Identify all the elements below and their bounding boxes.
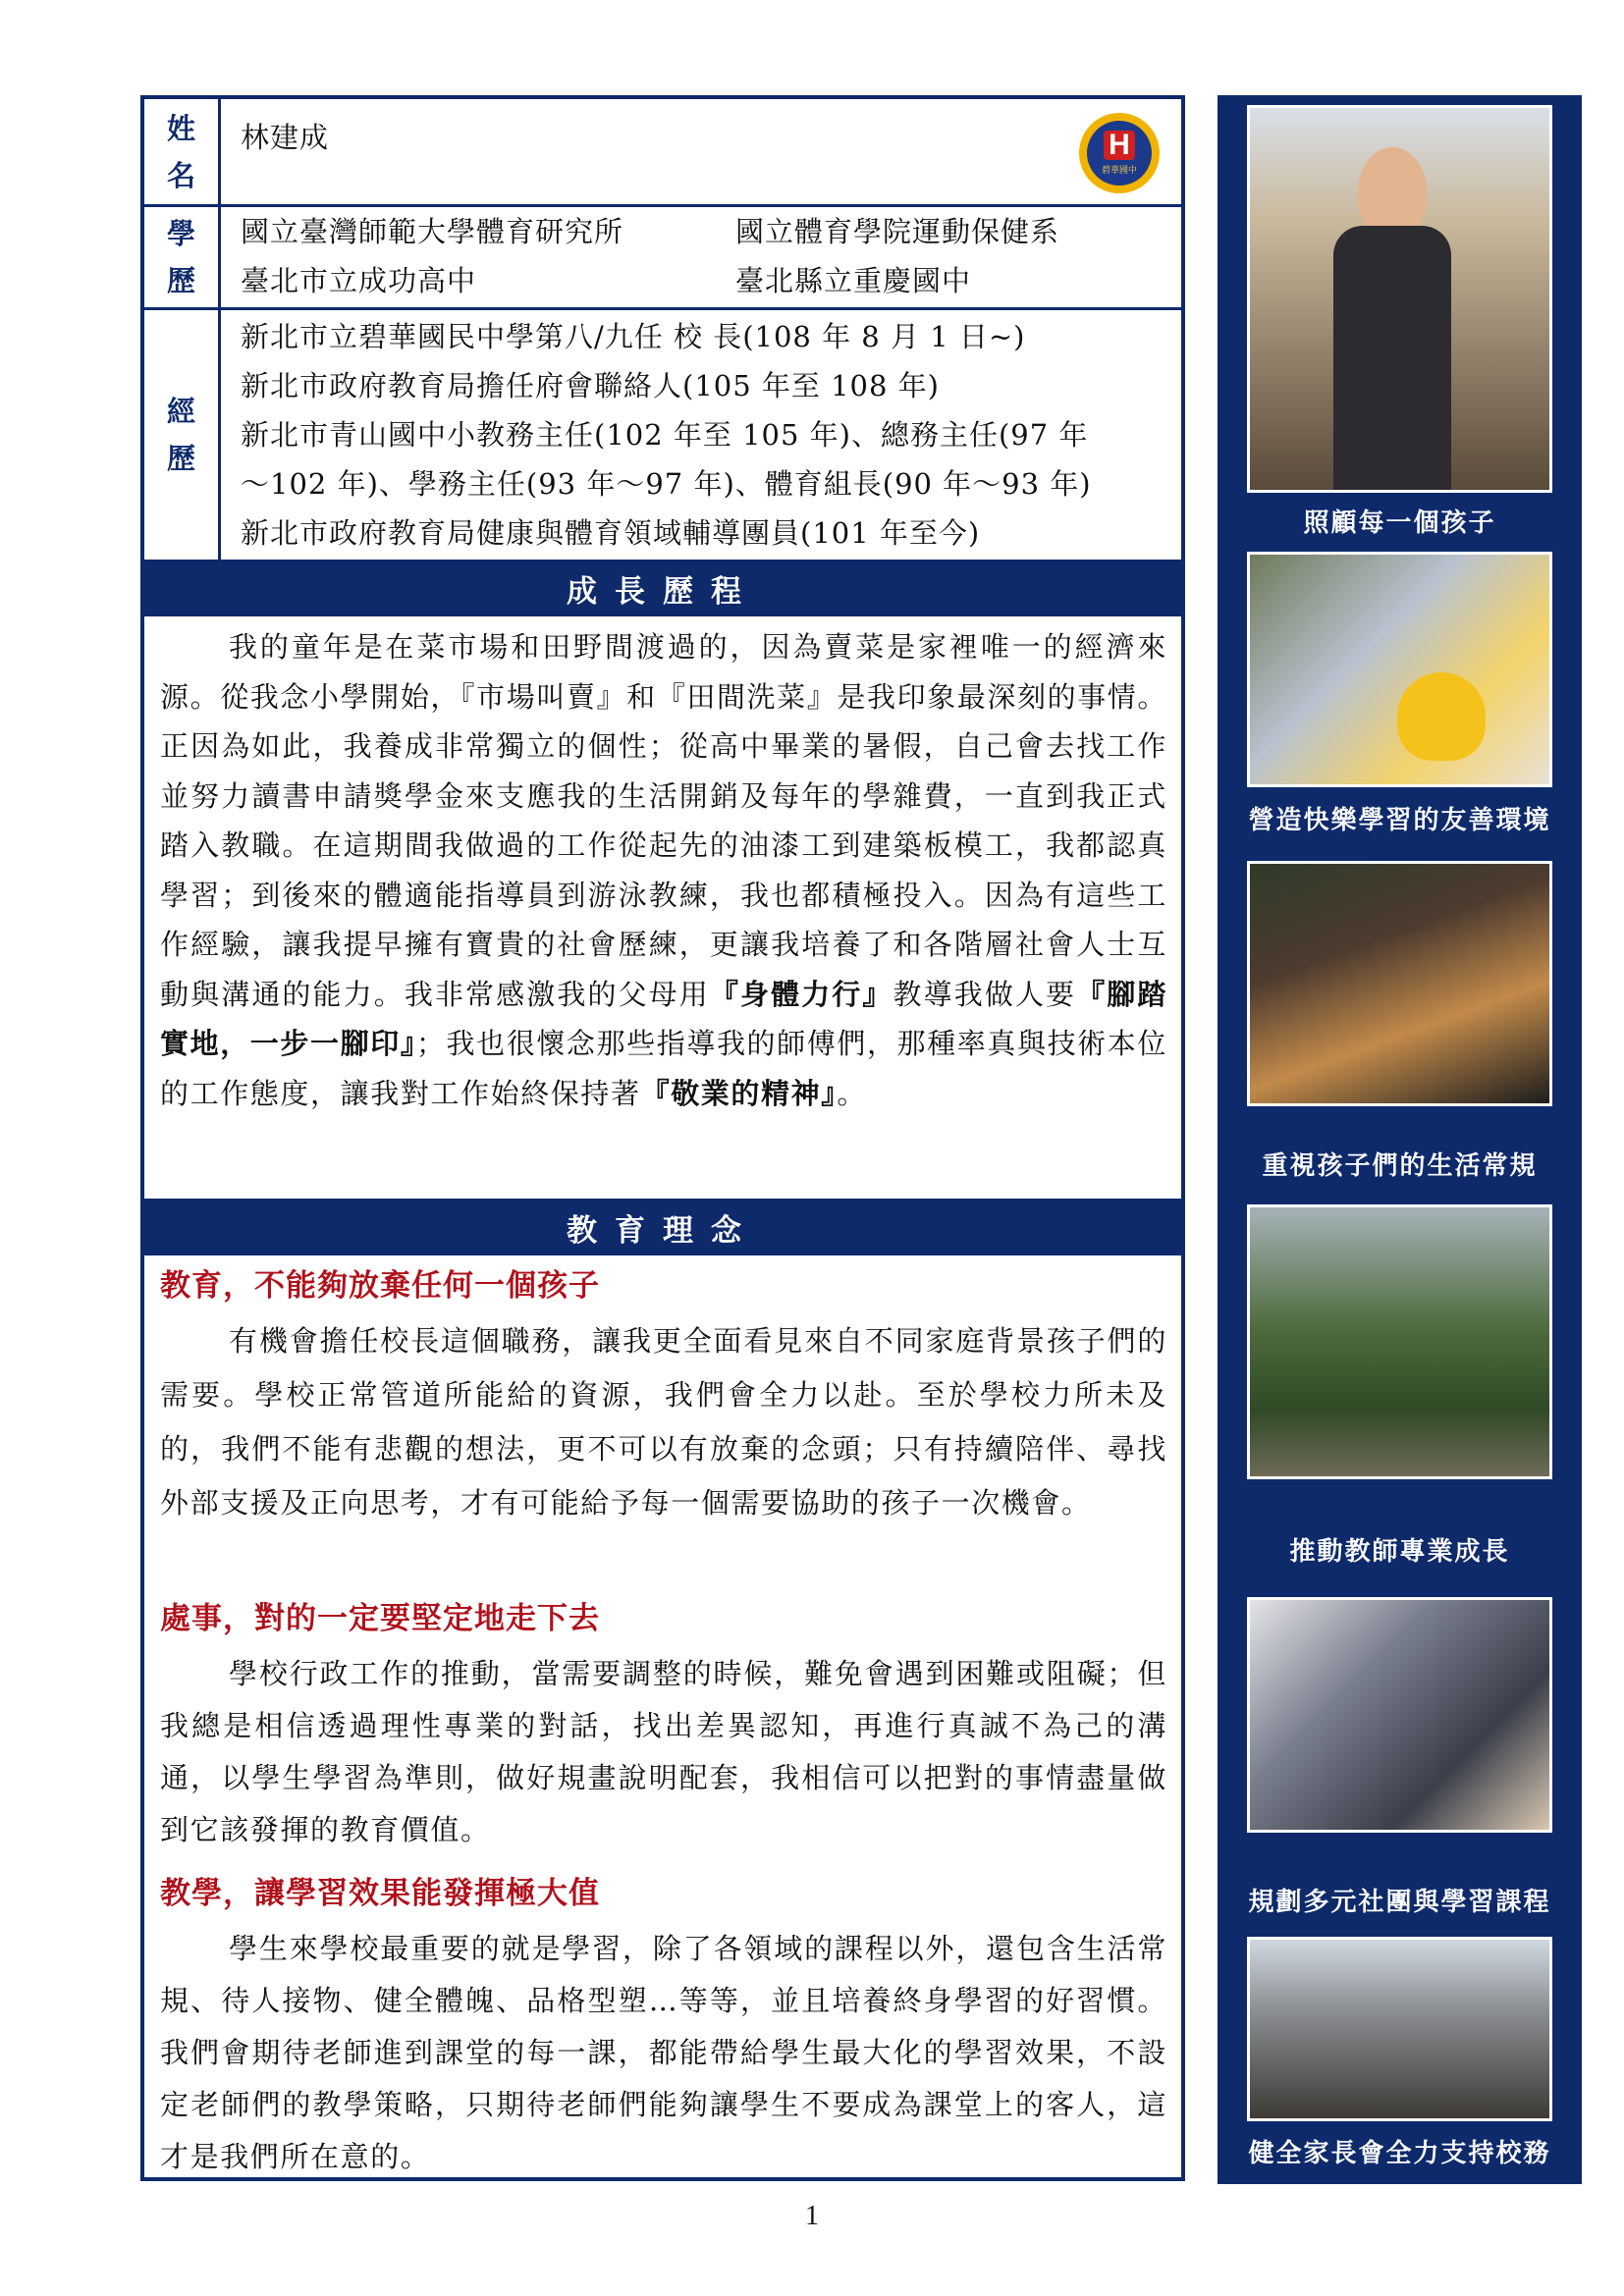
experience-line: 新北市政府教育局健康與體育領域輔導團員(101 年至今) [241, 516, 981, 550]
logo-text: 碧華國中 [1101, 165, 1137, 175]
photo-caption: 重視孩子們的生活常規 [1262, 1151, 1538, 1181]
photo-parents-association [1247, 1937, 1552, 2121]
experience-line: ～102 年)、學務主任(93 年～97 年)、體育組長(90 年～93 年) [241, 467, 1092, 501]
experience-line: 新北市政府教育局擔任府會聯絡人(105 年至 108 年) [241, 369, 940, 402]
photo-clubs-courses [1247, 1597, 1552, 1833]
photo-principal-with-books [1247, 105, 1552, 493]
photo-caption: 照顧每一個孩子 [1303, 508, 1496, 538]
photo-sidebar [1218, 95, 1582, 2184]
philosophy-paragraph: 學生來學校最重要的就是學習，除了各領域的課程以外，還包含生活常規、待人接物、健全體魄、品格型塑…等等，並且培養終身學習的好習慣。我們會期待老師進到課堂的每一課，都能帶給學生最大化的學習效果，不設定老師們的教學策略，只期待老師們能夠讓學生不要成為課堂上的客人，這才是我們所在意的。 [160, 1932, 1167, 2173]
education-row [144, 207, 1181, 310]
name-label: 姓 名 [144, 99, 221, 204]
photo-caption: 規劃多元社團與學習課程 [1248, 1888, 1551, 1917]
name-value-cell [241, 99, 1171, 204]
school-logo: H 碧華國中 [1079, 113, 1160, 193]
philosophy-paragraph: 學校行政工作的推動，當需要調整的時候，難免會遇到困難或阻礙；但我總是相信透過理性專業的對話，找出差異認知，再進行真誠不為己的溝通，以學生學習為準則，做好規畫說明配套，我相信可以把對的事情盡量做到它該發揮的教育價值。 [160, 1657, 1167, 1846]
photo-caption: 營造快樂學習的友善環境 [1248, 806, 1551, 835]
philosophy-section-title: 教育理念 [144, 1199, 1181, 1255]
photo-caption: 健全家長會全力支持校務 [1248, 2139, 1551, 2168]
experience-row [144, 310, 1181, 560]
profile-main-panel [140, 95, 1185, 2181]
page-number: 1 [805, 2201, 819, 2231]
education-label: 學 歷 [144, 207, 221, 307]
photo-student-routines [1247, 861, 1552, 1106]
experience-cell [241, 312, 1171, 560]
education-cell: 國立臺灣師範大學體育研究所 國立體育學院運動保健系 臺北市立成功高中 臺北縣立重慶國中 [241, 215, 1060, 297]
photo-teacher-growth [1247, 1204, 1552, 1479]
philosophy-paragraph: 有機會擔任校長這個職務，讓我更全面看見來自不同家庭背景孩子們的需要。學校正常管道所能給的資源，我們會全力以赴。至於學校力所未及的，我們不能有悲觀的想法，更不可以有放棄的念頭；只有持續陪伴、尋找外部支援及正向思考，才有可能給予每一個需要協助的孩子一次機會。 [160, 1324, 1167, 1520]
experience-line: 新北市青山國中小教務主任(102 年至 105 年)、總務主任(97 年 [241, 418, 1089, 452]
growth-paragraph: 我的童年是在菜市場和田野間渡過的，因為賣菜是家裡唯一的經濟來源。從我念小學開始，『市場叫賣』和『田間洗菜』是我印象最深刻的事情。正因為如此，我養成非常獨立的個性；從高中畢業的暑假，自己會去找工作並努力讀書申請獎學金來支應我的生活開銷及每年的學雜費，一直到我正式踏入教職。在這期間我做過的工作從起先的油漆工到建築板模工，我都認真學習；到後來的體適能指導員到游泳教練，我也都積極投入。因為有這些工作經驗，讓我提早擁有寶貴的社會歷練，更讓我培養了和各階層社會人士互動與溝通的能力。我非常感激我的父母用『身體力行』教導我做人要『腳踏實地，一步一腳印』；我也很懷念那些指導我的師傅們，那種率真與技術本位的工作態度，讓我對工作始終保持著『敬業的精神』。 [160, 630, 1167, 1110]
photo-caption: 推動教師專業成長 [1289, 1537, 1510, 1567]
photo-friendly-learning [1247, 552, 1552, 787]
experience-line: 新北市立碧華國民中學第八/九任 校 長(108 年 8 月 1 日~) [241, 320, 1026, 353]
experience-label: 經 歷 [144, 310, 221, 560]
philosophy-heading: 教育，不能夠放棄任何一個孩子 [160, 1268, 600, 1304]
philosophy-heading: 教學，讓學習效果能發揮極大值 [160, 1876, 600, 1911]
principal-name: 林建成 [241, 121, 330, 154]
name-row [144, 99, 1181, 207]
philosophy-heading: 處事，對的一定要堅定地走下去 [160, 1601, 600, 1636]
growth-section-title: 成長歷程 [144, 560, 1181, 616]
